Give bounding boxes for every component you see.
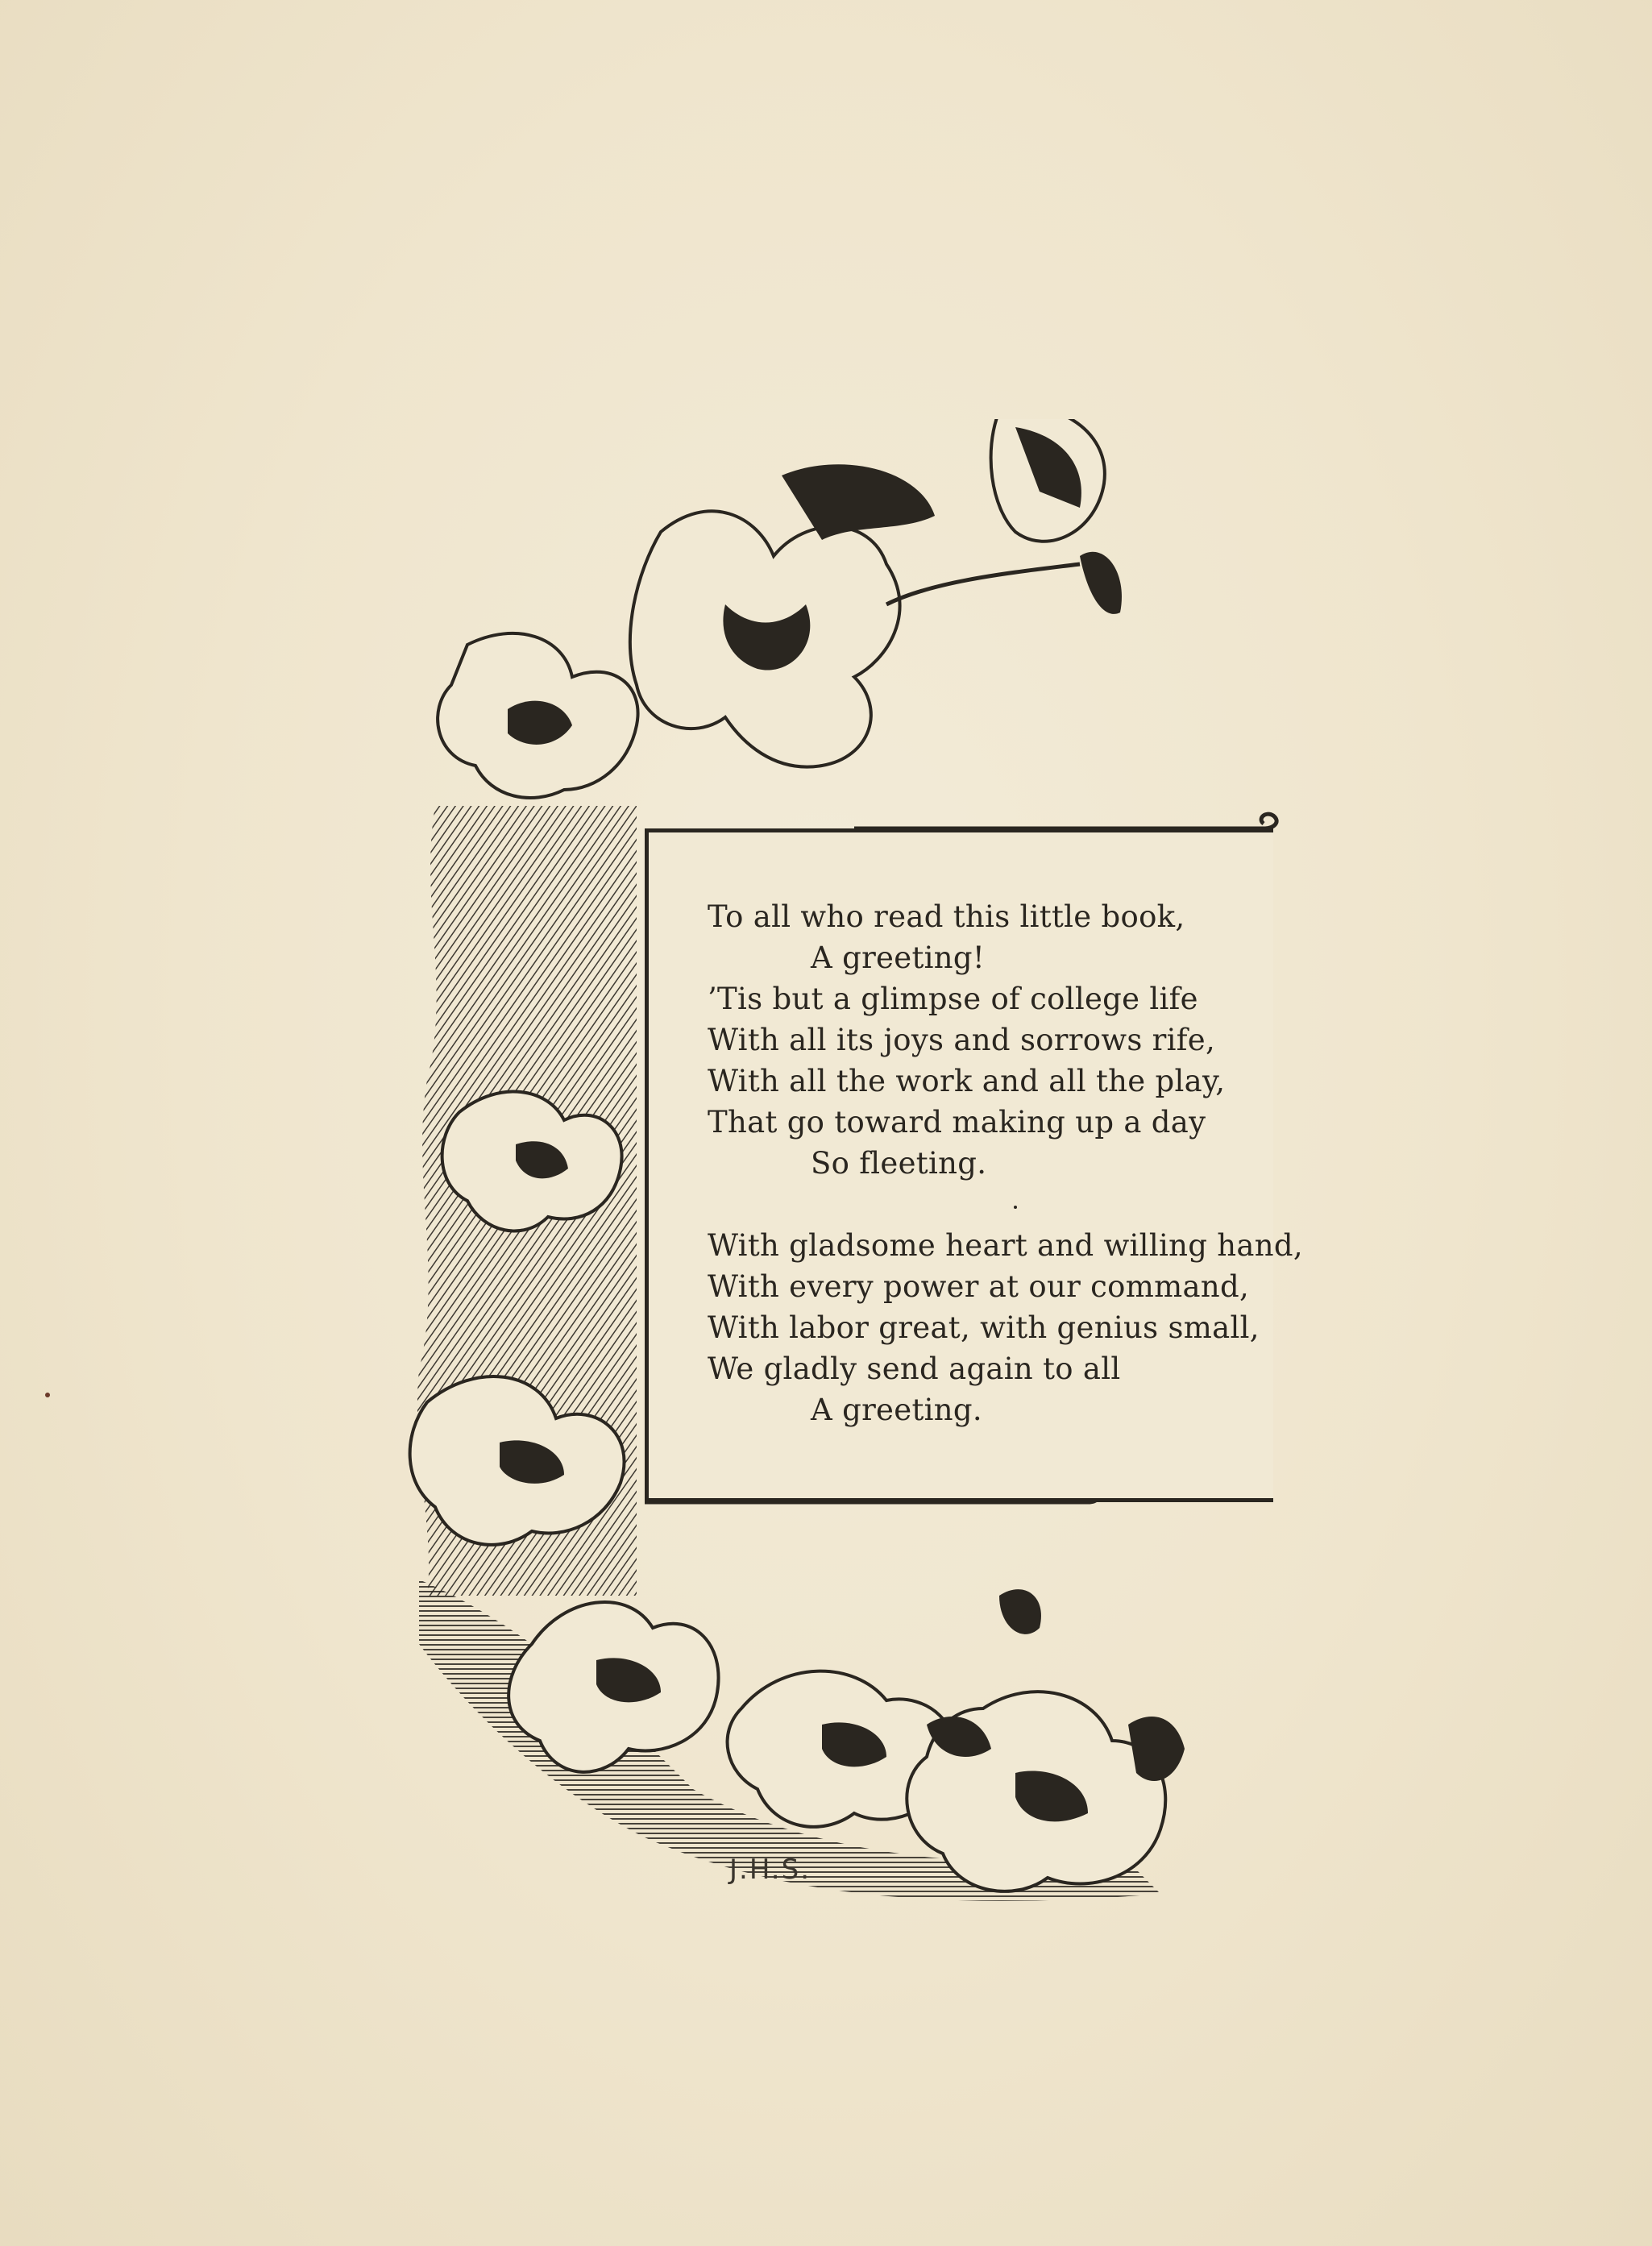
stanza-2: [708, 1225, 1336, 1430]
poem-line: With all its joys and sorrows rife,: [708, 1023, 1216, 1057]
pansy-bottom-right-icon: [907, 1589, 1185, 1891]
poem-line: To all who read this little book,: [708, 899, 1185, 934]
poem-line: A greeting!: [811, 940, 986, 975]
artist-signature: J.H.S.: [729, 1854, 811, 1886]
pansy-top-icon: [630, 464, 935, 766]
paper-fleck: [1014, 1206, 1017, 1209]
poem-line: We gladly send again to all: [708, 1351, 1121, 1386]
poem-line: With gladsome heart and willing hand,: [708, 1228, 1303, 1263]
paper-fleck: [45, 1393, 50, 1397]
pansy-left-upper-icon: [438, 633, 637, 798]
poem-line: With every power at our command,: [708, 1269, 1250, 1304]
poem-line: So fleeting.: [811, 1146, 987, 1181]
poem-line: A greeting.: [811, 1393, 982, 1427]
poem-line: That go toward making up a day: [708, 1105, 1206, 1140]
poem-line: ’Tis but a glimpse of college life: [708, 982, 1198, 1016]
poem-line: With all the work and all the play,: [708, 1064, 1226, 1098]
poem-line: With labor great, with genius small,: [708, 1310, 1260, 1345]
poem-text: [708, 896, 1336, 1472]
stanza-1: [708, 896, 1336, 1184]
